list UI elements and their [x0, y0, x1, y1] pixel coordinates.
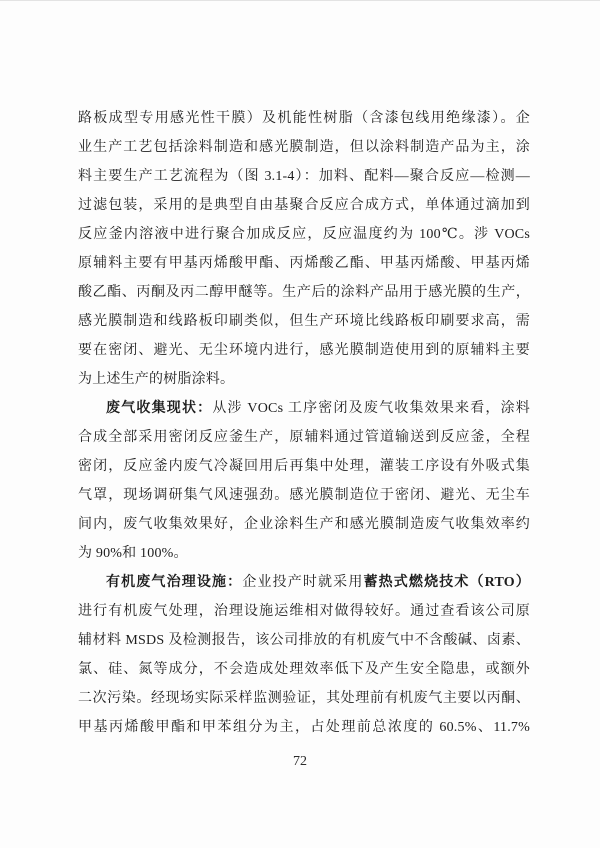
page-number: 72 [293, 754, 307, 769]
text-segment: 路板成型专用感光性干膜）及机能性树脂（含漆包线用绝缘漆）。企 [78, 111, 530, 126]
text-segment: 企业投产时就采用 [242, 575, 364, 590]
text-line [78, 104, 530, 133]
text-line [78, 336, 530, 365]
text-segment: 过滤包装，采用的是典型自由基聚合反应合成方式，单体通过滴加到 [78, 198, 530, 213]
bold-text-segment: 蓄热式燃烧技术（RTO） [363, 575, 530, 590]
text-segment: 甲基丙烯酸甲酯和甲苯组分为主，占处理前总浓度的 60.5%、11.7% [78, 720, 530, 735]
text-line [78, 162, 530, 191]
text-line [78, 655, 530, 684]
text-line [78, 423, 530, 452]
text-segment: 原辅料主要有甲基丙烯酸甲酯、丙烯酸乙酯、甲基丙烯酸、甲基丙烯 [78, 256, 530, 271]
text-line [78, 133, 530, 162]
text-line [78, 539, 530, 568]
text-segment: 反应釜内溶液中进行聚合加成反应，反应温度约为 100℃。涉 VOCs [78, 227, 530, 242]
text-segment: 为 90%和 100%。 [78, 546, 188, 561]
bold-text-segment: 有机废气治理设施： [106, 575, 243, 590]
text-line [78, 684, 530, 713]
paragraph [78, 394, 530, 568]
text-line [78, 220, 530, 249]
text-line [78, 713, 530, 742]
text-line [78, 365, 530, 394]
text-segment: 要在密闭、避光、无尘环境内进行，感光膜制造使用到的原辅料主要 [78, 343, 530, 358]
text-segment: 进行有机废气处理，治理设施运维相对做得较好。通过查看该公司原 [78, 604, 530, 619]
text-segment: 辅材料 MSDS 及检测报告，该公司排放的有机废气中不含酸碱、卤素、 [78, 633, 530, 648]
document-content [78, 104, 530, 742]
text-line [78, 249, 530, 278]
text-line [78, 394, 530, 423]
text-line [78, 597, 530, 626]
text-segment: 业生产工艺包括涂料制造和感光膜制造，但以涂料制造产品为主，涂 [78, 140, 530, 155]
text-line [78, 278, 530, 307]
text-segment: 密闭，反应釜内废气冷凝回用后再集中处理，灌装工序设有外吸式集 [78, 459, 530, 474]
text-line [78, 452, 530, 481]
text-line [78, 510, 530, 539]
text-segment: 间内，废气收集效果好，企业涂料生产和感光膜制造废气收集效率约 [78, 517, 530, 532]
text-segment: 合成全部采用密闭反应釜生产，原辅料通过管道输送到反应釜，全程 [78, 430, 530, 445]
text-line [78, 307, 530, 336]
text-line [78, 481, 530, 510]
bold-text-segment: 废气收集现状： [106, 401, 213, 416]
text-segment: 料主要生产工艺流程为（图 3.1-4）：加料、配料—聚合反应—检测— [78, 169, 530, 184]
text-segment: 为上述生产的树脂涂料。 [78, 372, 235, 387]
text-line [78, 191, 530, 220]
text-line [78, 626, 530, 655]
text-segment: 气罩，现场调研集气风速强劲。感光膜制造位于密闭、避光、无尘车 [78, 488, 530, 503]
text-segment: 从涉 VOCs 工序密闭及废气收集效果来看，涂料 [212, 401, 530, 416]
paragraph [78, 104, 530, 394]
paragraph [78, 568, 530, 742]
text-line [78, 568, 530, 597]
text-segment: 二次污染。经现场实际采样监测验证，其处理前有机废气主要以丙酮、 [78, 691, 530, 706]
text-segment: 酸乙酯、丙酮及丙二醇甲醚等。生产后的涂料产品用于感光膜的生产， [78, 285, 530, 300]
text-segment: 氯、硅、氮等成分，不会造成处理效率低下及产生安全隐患，或额外 [78, 662, 530, 677]
text-segment: 感光膜制造和线路板印刷类似，但生产环境比线路板印刷要求高，需 [78, 314, 530, 329]
